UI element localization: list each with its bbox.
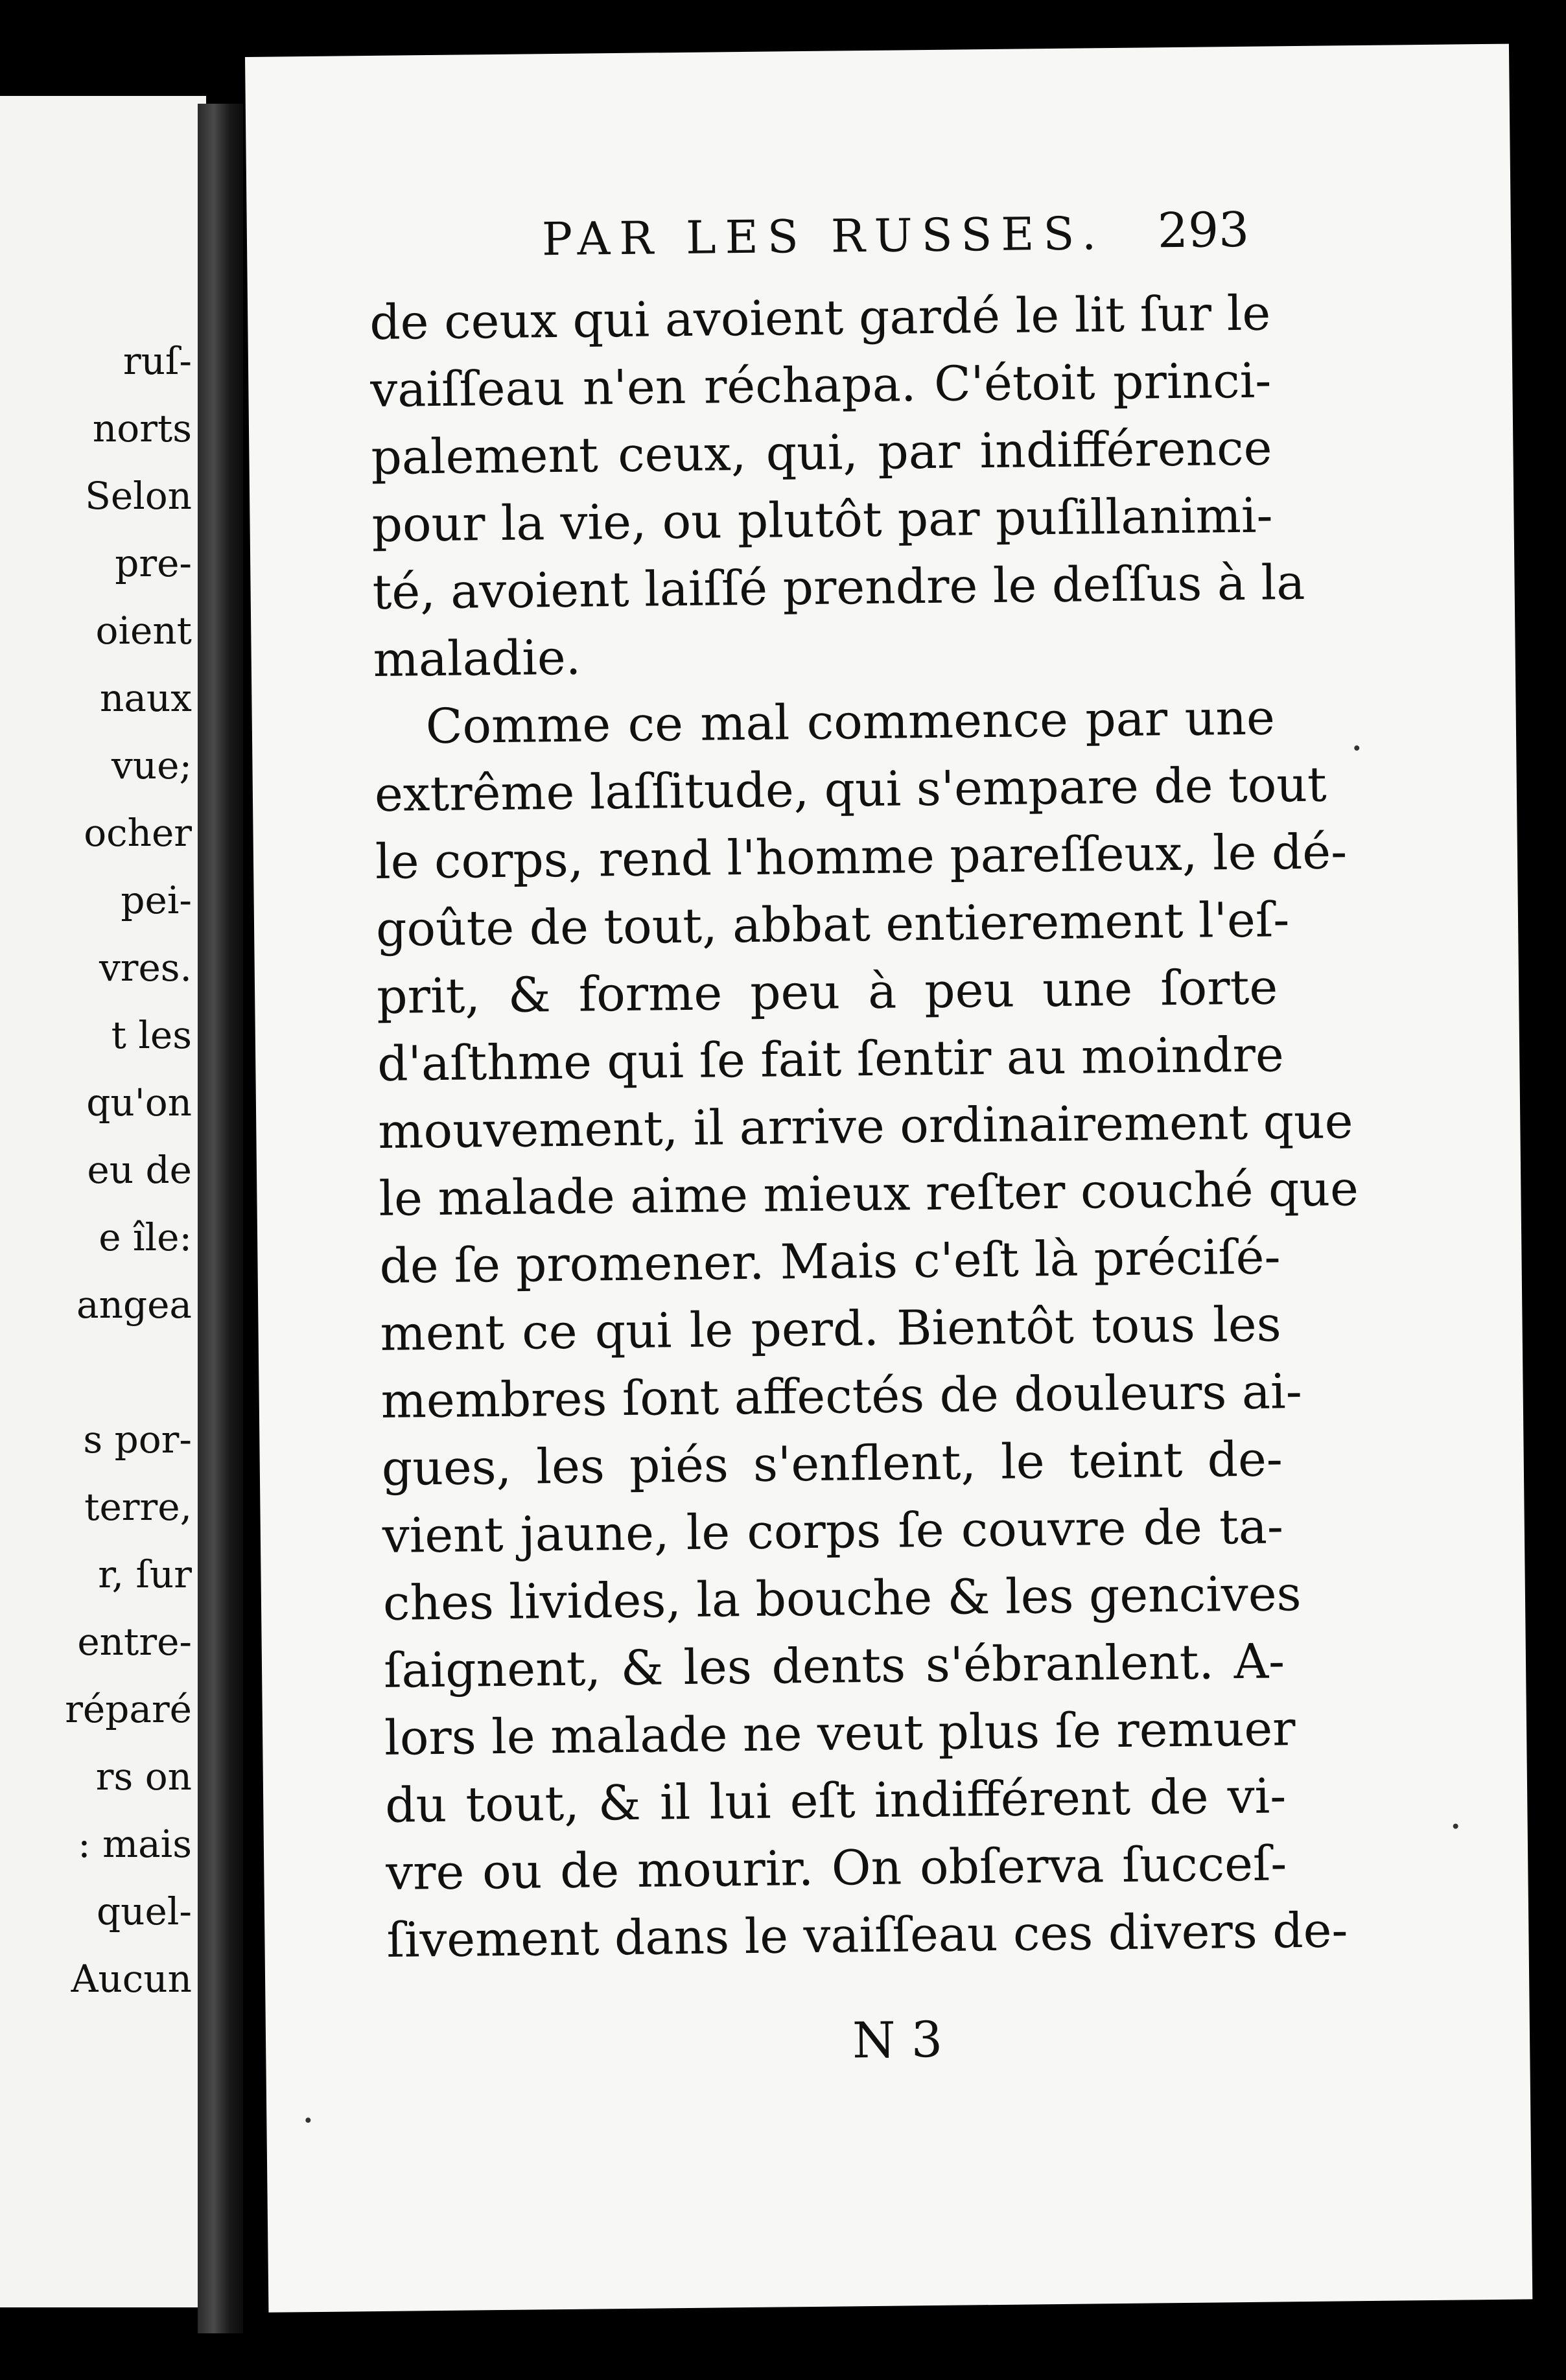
left-page-line: ruſ-: [123, 339, 192, 383]
text-line: extrême laſſitude, qui s'empare de tout: [374, 756, 1327, 822]
left-page-line: pei-: [121, 878, 192, 922]
text-line: d'aſthme qui ſe fait ſentir au moindre: [377, 1027, 1285, 1092]
text-line: de ſe promener. Mais c'eſt là préciſé-: [379, 1229, 1281, 1294]
text-line: du tout, & il lui eſt indifférent de vi-: [384, 1768, 1287, 1834]
left-page-line: rs on: [95, 1755, 192, 1799]
text-line: ment ce qui le perd. Bientôt tous les: [380, 1296, 1282, 1362]
left-page: [0, 96, 206, 2307]
text-line: gues, les piés s'enflent, le teint de-: [381, 1431, 1283, 1497]
left-page-line: terre,: [84, 1485, 192, 1529]
left-page-line: vres.: [99, 946, 192, 990]
left-page-line: Selon: [85, 474, 192, 518]
left-page-line: eu de: [87, 1148, 192, 1192]
right-page: [245, 44, 1532, 2313]
ink-speck: [305, 2118, 310, 2123]
text-line: lors le malade ne veut plus ſe remuer: [384, 1701, 1296, 1766]
text-line: de ceux qui avoient gardé le lit ſur le: [369, 285, 1271, 351]
text-line: le malade aime mieux reſter couché que: [379, 1161, 1359, 1227]
body-text: [369, 279, 1359, 1974]
left-page-line: : mais: [78, 1822, 192, 1866]
text-line: té, avoient laiſſé prendre le deſſus à la: [372, 554, 1305, 620]
left-page-line: norts: [92, 406, 192, 450]
text-line: maladie.: [373, 629, 581, 688]
text-line: le corps, rend l'homme pareſſeux, le dé-: [375, 824, 1348, 890]
left-page-line: réparé: [65, 1687, 192, 1731]
left-page-line: entre-: [77, 1620, 192, 1664]
running-head: PAR LES RUSSES.: [541, 207, 1106, 266]
left-page-line: naux: [100, 676, 192, 720]
text-line: goûte de tout, abbat entierement l'eſ-: [375, 892, 1290, 957]
text-line: ſaignent, & les dents s'ébranlent. A-: [383, 1633, 1285, 1699]
text-line: membres ſont affectés de douleurs ai-: [380, 1364, 1303, 1429]
text-line: vre ou de mourir. On obſerva ſucceſ-: [385, 1836, 1287, 1901]
page-number: 293: [1157, 202, 1250, 259]
left-page-line: quel-: [97, 1889, 192, 1933]
left-page-line: oient: [95, 609, 192, 653]
left-page-line: vue;: [111, 743, 192, 788]
text-line: palement ceux, qui, par indifférence: [371, 420, 1272, 485]
left-page-line: s por-: [83, 1418, 192, 1462]
signature-mark: N 3: [852, 2010, 943, 2070]
ink-speck: [1453, 1824, 1458, 1829]
text-line: vient jaune, le corps ſe couvre de ta-: [382, 1499, 1284, 1564]
text-line: ſivement dans le vaiſſeau ces divers de-: [386, 1902, 1348, 1968]
text-line: mouvement, il arrive ordinairement que: [377, 1093, 1353, 1160]
book-spine: [198, 104, 243, 2333]
left-page-line: angea: [76, 1283, 192, 1327]
left-page-line: pre-: [115, 541, 192, 585]
left-page-line: ocher: [84, 811, 192, 855]
text-line: Comme ce mal commence par une: [425, 690, 1276, 755]
text-line: vaiſſeau n'en réchapa. C'étoit princi-: [369, 353, 1272, 419]
left-page-line: Aucun: [71, 1957, 192, 2001]
text-line: prit, & forme peu à peu une ſorte: [376, 959, 1278, 1025]
text-line: ches livides, la bouche & les gencives: [382, 1566, 1302, 1631]
text-line: pour la vie, ou plutôt par puſillanimi-: [371, 487, 1273, 553]
left-page-line: t les: [111, 1013, 192, 1057]
left-page-line: qu'on: [86, 1080, 192, 1125]
left-page-line: e île:: [99, 1215, 192, 1259]
ink-speck: [1354, 745, 1359, 751]
left-page-line: r, ſur: [98, 1552, 192, 1596]
